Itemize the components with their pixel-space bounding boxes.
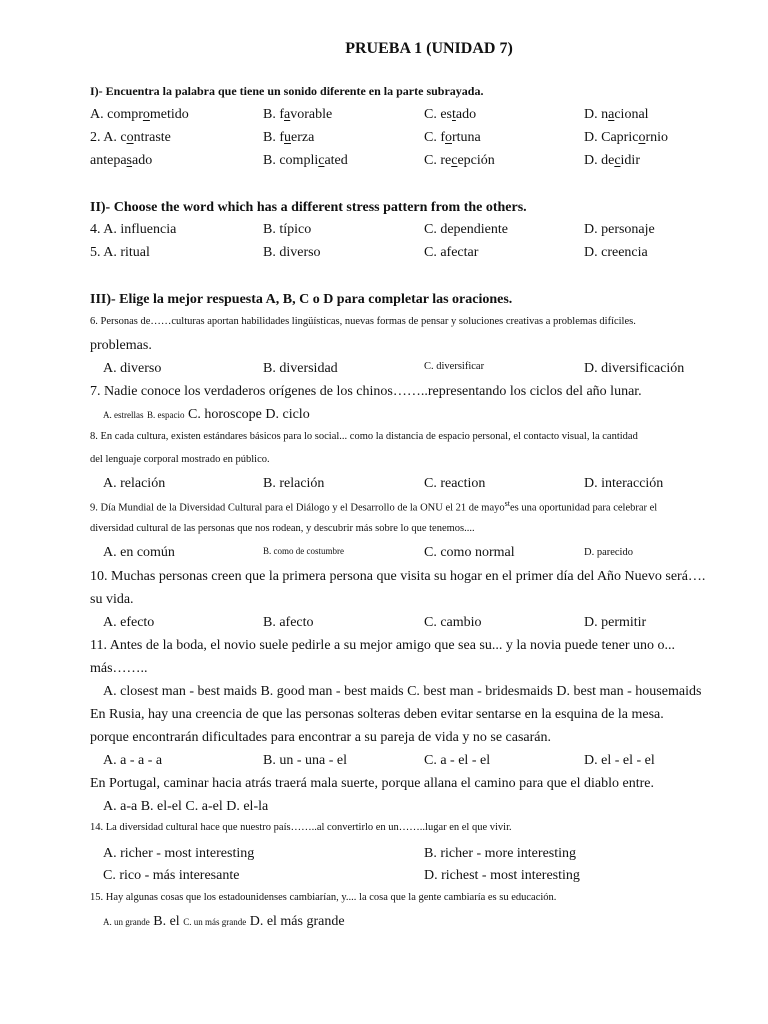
q15-options (103, 914, 345, 930)
option-c-d: C. horoscope D. ciclo (188, 407, 310, 422)
option-a: 5. A. ritual (90, 245, 150, 260)
q9-text (90, 499, 657, 514)
option-b: B. espacio (147, 410, 185, 420)
q9-text-cont: diversidad cultural de las personas que nos rodean, y descubrir más sobre lo que tenemos.... (90, 523, 475, 534)
option-a: 2. A. contraste (90, 130, 171, 145)
q7-options (103, 407, 310, 423)
option-d: D. richest - most interesting (424, 868, 580, 883)
q12-text-cont: porque encontrarán dificultades para encontrar a su pareja de vida y no se casarán. (90, 730, 552, 745)
option-d: D. parecido (584, 547, 633, 558)
option-c: C. reaction (424, 476, 486, 491)
q15-text: 15. Hay algunas cosas que los estadounidenses cambiarían, y.... la cosa que la gente cambiaría es su educación. (90, 892, 557, 903)
option-a: A. efecto (103, 615, 155, 630)
option-b: B. típico (263, 222, 312, 237)
q6-text: 6. Personas de……culturas aportan habilidades lingüísticas, nuevas formas de pensar y soluciones creativas a problemas difíciles. (90, 316, 636, 327)
q11-text: 11. Antes de la boda, el novio suele pedirle a su mejor amigo que sea su... y la novia puede tener uno o... (90, 638, 675, 653)
option-c: C. fortuna (424, 130, 481, 145)
option-d: D. creencia (584, 245, 648, 260)
option-a: A. estrellas (103, 410, 144, 420)
option-d: D. nacional (584, 107, 649, 122)
q14-text: 14. La diversidad cultural hace que nuestro país……..al convertirlo en un……..lugar en el que vivir. (90, 822, 512, 833)
option-c: C. afectar (424, 245, 479, 260)
q8-text-cont: del lenguaje corporal mostrado en público. (90, 454, 270, 465)
option-b: B. el (153, 914, 180, 929)
option-c: C. recepción (424, 153, 495, 168)
q13-text: En Portugal, caminar hacia atrás traerá mala suerte, porque allana el camino para que el diablo entre. (90, 776, 655, 791)
option-d: D. el - el - el (584, 753, 655, 768)
option-d: D. decidir (584, 153, 640, 168)
q13-options: A. a-a B. el-el C. a-el D. el-la (103, 799, 269, 814)
option-a: 4. A. influencia (90, 222, 177, 237)
option-b: B. afecto (263, 615, 314, 630)
q9-sup: st (504, 499, 510, 508)
option-a: A. en común (103, 545, 175, 560)
page-title: PRUEBA 1 (UNIDAD 7) (345, 40, 513, 57)
section-2-heading: II)- Choose the word which has a different stress pattern from the others. (90, 200, 527, 215)
option-d: D. diversificación (584, 361, 685, 376)
option-d: D. personaje (584, 222, 655, 237)
section-3-heading: III)- Elige la mejor respuesta A, B, C o D para completar las oraciones. (90, 292, 513, 307)
option-d: D. permitir (584, 615, 647, 630)
q9-text-part: es una oportunidad para celebrar el (509, 502, 658, 514)
q10-text: 10. Muchas personas creen que la primera persona que visita su hogar en el primer día del Año Nuevo será…. (90, 569, 706, 584)
q9-text-part: 9. Día Mundial de la Diversidad Cultural para el Diálogo y el Desarrollo de la ONU el 21 de mayo (90, 502, 505, 514)
option-c: C. rico - más interesante (103, 868, 240, 883)
option-a: antepasado (90, 153, 153, 168)
option-a: A. diverso (103, 361, 162, 376)
option-a: A. un grande (103, 917, 150, 927)
option-b: B. un - una - el (263, 753, 347, 768)
option-c: C. cambio (424, 615, 482, 630)
option-c: C. a - el - el (424, 753, 491, 768)
option-a: A. relación (103, 476, 166, 491)
option-b: B. diverso (263, 245, 321, 260)
q10-text-cont: su vida. (90, 592, 134, 607)
option-a: A. richer - most interesting (103, 846, 255, 861)
option-a: A. comprometido (90, 107, 189, 122)
option-d: D. Capricornio (584, 130, 668, 145)
option-c: C. dependiente (424, 222, 508, 237)
q6-text-cont: problemas. (90, 338, 152, 353)
q12-text: En Rusia, hay una creencia de que las personas solteras deben evitar sentarse en la esquina de la mesa. (90, 707, 664, 722)
option-b: B. complicated (263, 153, 348, 168)
q7-text: 7. Nadie conoce los verdaderos orígenes de los chinos……..representando los ciclos del año lunar. (90, 384, 642, 399)
option-d: D. el más grande (249, 914, 345, 929)
option-b: B. favorable (263, 107, 333, 122)
option-b: B. diversidad (263, 361, 338, 376)
option-c: C. como normal (424, 545, 515, 560)
q8-text: 8. En cada cultura, existen estándares básicos para lo social... como la distancia de espacio personal, el contacto visual, la cantidad (90, 431, 638, 442)
option-d: D. interacción (584, 476, 664, 491)
option-c: C. diversificar (424, 361, 485, 372)
option-b: B. fuerza (263, 130, 315, 145)
option-c: C. estado (424, 107, 477, 122)
option-b: B. richer - more interesting (424, 846, 577, 861)
section-1-heading: I)- Encuentra la palabra que tiene un sonido diferente en la parte subrayada. (90, 84, 484, 98)
q11-text-cont: más…….. (90, 661, 148, 676)
q11-options: A. closest man - best maids B. good man - best maids C. best man - bridesmaids D. best man - housemaids (103, 684, 702, 699)
option-c: C. un más grande (183, 917, 247, 927)
option-b: B. relación (263, 476, 325, 491)
option-b: B. como de costumbre (263, 546, 344, 556)
option-a: A. a - a - a (103, 753, 163, 768)
